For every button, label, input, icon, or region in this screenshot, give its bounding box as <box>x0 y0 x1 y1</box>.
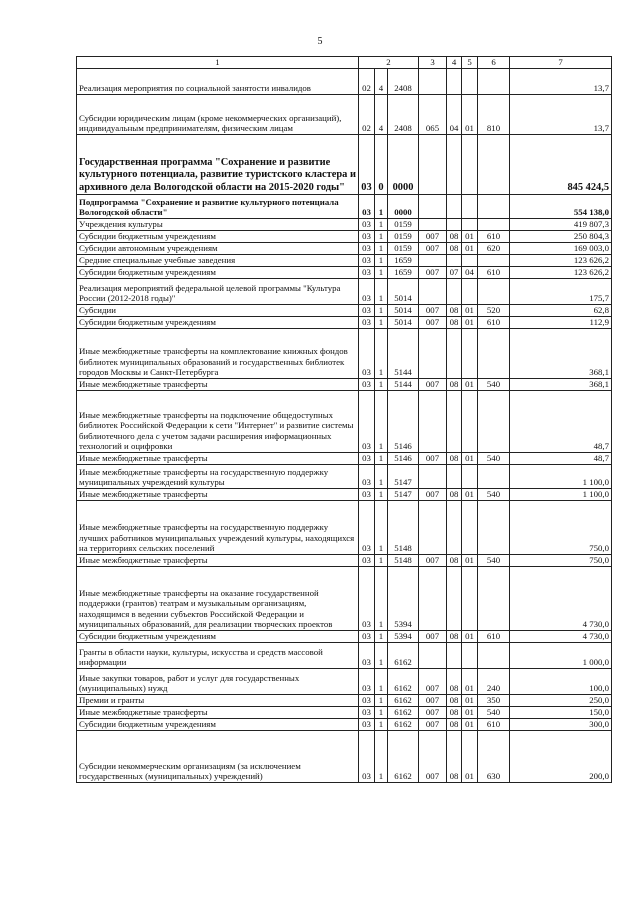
row-expense-type-code: 630 <box>478 731 510 783</box>
row-name: Иные межбюджетные трансферты на подключение общедоступных библиотек Российской Федерации к сети "Интернет" и развитие системы библиотечного дела с учетом задачи расширения информационных технологий и оцифровки <box>77 391 359 453</box>
row-program-code: 03 <box>359 555 375 567</box>
row-amount: 175,7 <box>510 279 612 305</box>
row-target-code: 6162 <box>388 669 419 695</box>
header-col-6: 6 <box>478 57 510 69</box>
table-row <box>77 231 612 243</box>
row-section-code: 08 <box>447 231 462 243</box>
row-ministry-code <box>419 195 447 219</box>
row-program-code: 03 <box>359 669 375 695</box>
table-row <box>77 501 612 555</box>
row-ministry-code <box>419 501 447 555</box>
row-ministry-code <box>419 567 447 631</box>
row-amount: 1 100,0 <box>510 489 612 501</box>
row-section-code: 04 <box>447 95 462 135</box>
row-ministry-code <box>419 69 447 95</box>
row-amount: 1 100,0 <box>510 465 612 489</box>
row-program-code: 03 <box>359 267 375 279</box>
row-ministry-code: 007 <box>419 231 447 243</box>
row-ministry-code: 007 <box>419 555 447 567</box>
row-amount: 250,0 <box>510 695 612 707</box>
row-subsection-code: 01 <box>462 631 478 643</box>
row-amount: 750,0 <box>510 555 612 567</box>
header-col-4: 4 <box>447 57 462 69</box>
row-name: Средние специальные учебные заведения <box>77 255 359 267</box>
row-expense-type-code <box>478 465 510 489</box>
row-target-code: 6162 <box>388 731 419 783</box>
row-ministry-code <box>419 329 447 379</box>
row-target-code: 0000 <box>388 195 419 219</box>
page-number: 5 <box>317 36 323 47</box>
row-program-code: 03 <box>359 489 375 501</box>
row-target-code: 0159 <box>388 243 419 255</box>
row-subsection-code <box>462 501 478 555</box>
row-expense-type-code: 620 <box>478 243 510 255</box>
row-ministry-code: 007 <box>419 379 447 391</box>
row-target-code: 5394 <box>388 567 419 631</box>
row-section-code: 08 <box>447 707 462 719</box>
row-ministry-code <box>419 279 447 305</box>
table-row <box>77 95 612 135</box>
row-subsection-code <box>462 643 478 669</box>
row-subsection-code: 01 <box>462 231 478 243</box>
row-program-code: 03 <box>359 135 375 195</box>
row-subprogram-code: 1 <box>375 719 388 731</box>
row-subprogram-code: 4 <box>375 69 388 95</box>
row-program-code: 02 <box>359 95 375 135</box>
row-amount: 48,7 <box>510 453 612 465</box>
table-row <box>77 317 612 329</box>
row-target-code: 6162 <box>388 719 419 731</box>
row-ministry-code: 007 <box>419 305 447 317</box>
row-section-code <box>447 391 462 453</box>
row-name: Субсидии бюджетным учреждениям <box>77 631 359 643</box>
row-section-code <box>447 643 462 669</box>
row-amount: 62,8 <box>510 305 612 317</box>
budget-table <box>76 56 612 783</box>
row-program-code: 03 <box>359 379 375 391</box>
row-program-code: 03 <box>359 465 375 489</box>
row-section-code: 08 <box>447 379 462 391</box>
row-ministry-code: 007 <box>419 489 447 501</box>
row-expense-type-code <box>478 195 510 219</box>
row-subsection-code: 01 <box>462 379 478 391</box>
row-subprogram-code: 1 <box>375 243 388 255</box>
table-row <box>77 489 612 501</box>
row-section-code: 08 <box>447 731 462 783</box>
table-row <box>77 243 612 255</box>
table-row <box>77 731 612 783</box>
row-program-code: 03 <box>359 631 375 643</box>
row-subsection-code <box>462 329 478 379</box>
row-name: Премии и гранты <box>77 695 359 707</box>
row-section-code <box>447 255 462 267</box>
row-program-code: 03 <box>359 231 375 243</box>
row-target-code: 5014 <box>388 305 419 317</box>
row-program-code: 03 <box>359 305 375 317</box>
row-amount: 150,0 <box>510 707 612 719</box>
table-row <box>77 279 612 305</box>
row-section-code: 08 <box>447 305 462 317</box>
row-section-code: 08 <box>447 243 462 255</box>
row-program-code: 03 <box>359 391 375 453</box>
row-subsection-code: 01 <box>462 669 478 695</box>
row-section-code <box>447 501 462 555</box>
row-subprogram-code: 1 <box>375 317 388 329</box>
row-section-code <box>447 135 462 195</box>
row-amount: 368,1 <box>510 329 612 379</box>
row-subsection-code <box>462 135 478 195</box>
row-subsection-code <box>462 255 478 267</box>
row-subsection-code: 01 <box>462 695 478 707</box>
row-section-code: 08 <box>447 453 462 465</box>
row-program-code: 03 <box>359 719 375 731</box>
row-name: Иные межбюджетные трансферты на оказание государственной поддержки (грантов) театрам и музыкальным организациям, находящимся в ведении субъектов Российской Федерации и муниципальных образований, для реализации творческих проектов <box>77 567 359 631</box>
row-amount: 368,1 <box>510 379 612 391</box>
row-expense-type-code: 610 <box>478 317 510 329</box>
row-name: Иные межбюджетные трансферты <box>77 555 359 567</box>
row-subsection-code: 01 <box>462 719 478 731</box>
row-expense-type-code <box>478 69 510 95</box>
row-subsection-code: 01 <box>462 731 478 783</box>
row-program-code: 03 <box>359 731 375 783</box>
row-name: Субсидии <box>77 305 359 317</box>
row-section-code <box>447 329 462 379</box>
row-amount: 169 003,0 <box>510 243 612 255</box>
row-ministry-code: 007 <box>419 695 447 707</box>
row-amount: 554 138,0 <box>510 195 612 219</box>
table-row <box>77 719 612 731</box>
row-subprogram-code: 1 <box>375 305 388 317</box>
row-subsection-code <box>462 279 478 305</box>
row-program-code: 03 <box>359 329 375 379</box>
row-target-code: 6162 <box>388 643 419 669</box>
row-name: Субсидии бюджетным учреждениям <box>77 719 359 731</box>
header-row <box>77 57 612 69</box>
row-subsection-code: 01 <box>462 453 478 465</box>
row-program-code: 03 <box>359 243 375 255</box>
row-name: Субсидии бюджетным учреждениям <box>77 231 359 243</box>
row-target-code: 0159 <box>388 219 419 231</box>
row-subprogram-code: 1 <box>375 555 388 567</box>
row-subprogram-code: 1 <box>375 631 388 643</box>
row-amount: 100,0 <box>510 669 612 695</box>
row-amount: 1 000,0 <box>510 643 612 669</box>
row-ministry-code: 007 <box>419 669 447 695</box>
header-col-7: 7 <box>510 57 612 69</box>
table-row <box>77 453 612 465</box>
row-expense-type-code: 810 <box>478 95 510 135</box>
row-target-code: 5147 <box>388 489 419 501</box>
row-name: Иные межбюджетные трансферты <box>77 707 359 719</box>
row-amount: 750,0 <box>510 501 612 555</box>
row-subprogram-code: 1 <box>375 219 388 231</box>
row-ministry-code <box>419 643 447 669</box>
row-subsection-code <box>462 69 478 95</box>
row-program-code: 03 <box>359 707 375 719</box>
row-amount: 300,0 <box>510 719 612 731</box>
row-name: Иные межбюджетные трансферты <box>77 489 359 501</box>
row-section-code: 08 <box>447 489 462 501</box>
row-expense-type-code: 610 <box>478 719 510 731</box>
row-name: Субсидии бюджетным учреждениям <box>77 317 359 329</box>
row-amount: 123 626,2 <box>510 267 612 279</box>
row-section-code <box>447 195 462 219</box>
row-ministry-code <box>419 465 447 489</box>
row-name: Учреждения культуры <box>77 219 359 231</box>
row-amount: 4 730,0 <box>510 567 612 631</box>
row-amount: 13,7 <box>510 95 612 135</box>
row-subprogram-code: 4 <box>375 95 388 135</box>
row-name: Иные межбюджетные трансферты <box>77 453 359 465</box>
row-subsection-code: 01 <box>462 489 478 501</box>
row-amount: 200,0 <box>510 731 612 783</box>
row-ministry-code: 007 <box>419 719 447 731</box>
row-subsection-code: 01 <box>462 243 478 255</box>
row-section-code: 08 <box>447 555 462 567</box>
table-row <box>77 567 612 631</box>
row-program-code: 03 <box>359 453 375 465</box>
row-section-code: 08 <box>447 695 462 707</box>
row-expense-type-code <box>478 391 510 453</box>
row-target-code: 1659 <box>388 267 419 279</box>
row-amount: 250 804,3 <box>510 231 612 243</box>
row-subprogram-code: 1 <box>375 453 388 465</box>
table-row <box>77 267 612 279</box>
row-program-code: 03 <box>359 567 375 631</box>
row-name: Подпрограмма "Сохранение и развитие культурного потенциала Вологодской области" <box>77 195 359 219</box>
row-name: Гранты в области науки, культуры, искусства и средств массовой информации <box>77 643 359 669</box>
row-target-code: 5147 <box>388 465 419 489</box>
row-subprogram-code: 1 <box>375 379 388 391</box>
row-program-code: 03 <box>359 195 375 219</box>
row-name: Государственная программа "Сохранение и развитие культурного потенциала, развитие туристского кластера и архивного дела Вологодской области на 2015-2020 годы" <box>77 135 359 195</box>
row-expense-type-code: 610 <box>478 267 510 279</box>
table-row <box>77 391 612 453</box>
row-amount: 419 807,3 <box>510 219 612 231</box>
row-subprogram-code: 1 <box>375 391 388 453</box>
row-name: Иные межбюджетные трансферты на государственную поддержку муниципальных учреждений культуры <box>77 465 359 489</box>
row-expense-type-code <box>478 643 510 669</box>
row-target-code: 5014 <box>388 317 419 329</box>
row-subsection-code: 01 <box>462 305 478 317</box>
row-expense-type-code: 540 <box>478 707 510 719</box>
row-subsection-code: 04 <box>462 267 478 279</box>
table-row <box>77 195 612 219</box>
row-expense-type-code <box>478 501 510 555</box>
row-subprogram-code: 1 <box>375 255 388 267</box>
row-subprogram-code: 1 <box>375 267 388 279</box>
row-target-code: 5394 <box>388 631 419 643</box>
row-amount: 123 626,2 <box>510 255 612 267</box>
row-target-code: 1659 <box>388 255 419 267</box>
row-program-code: 02 <box>359 69 375 95</box>
row-ministry-code: 007 <box>419 731 447 783</box>
row-program-code: 03 <box>359 279 375 305</box>
header-col-5: 5 <box>462 57 478 69</box>
row-program-code: 03 <box>359 501 375 555</box>
table-row <box>77 379 612 391</box>
row-program-code: 03 <box>359 317 375 329</box>
row-target-code: 2408 <box>388 95 419 135</box>
row-target-code: 6162 <box>388 695 419 707</box>
table-row <box>77 695 612 707</box>
table-row <box>77 329 612 379</box>
row-ministry-code: 007 <box>419 631 447 643</box>
row-section-code: 08 <box>447 669 462 695</box>
row-amount: 4 730,0 <box>510 631 612 643</box>
row-expense-type-code <box>478 279 510 305</box>
row-subsection-code: 01 <box>462 317 478 329</box>
row-ministry-code <box>419 135 447 195</box>
row-section-code <box>447 465 462 489</box>
row-subprogram-code: 0 <box>375 135 388 195</box>
table-row <box>77 135 612 195</box>
row-subprogram-code: 1 <box>375 669 388 695</box>
row-subprogram-code: 1 <box>375 501 388 555</box>
row-amount: 13,7 <box>510 69 612 95</box>
row-ministry-code <box>419 391 447 453</box>
row-expense-type-code: 540 <box>478 379 510 391</box>
row-target-code: 6162 <box>388 707 419 719</box>
row-subsection-code <box>462 567 478 631</box>
row-name: Субсидии автономным учреждениям <box>77 243 359 255</box>
row-amount: 845 424,5 <box>510 135 612 195</box>
row-ministry-code <box>419 255 447 267</box>
table-row <box>77 555 612 567</box>
row-ministry-code: 065 <box>419 95 447 135</box>
table-row <box>77 707 612 719</box>
row-program-code: 03 <box>359 643 375 669</box>
row-section-code: 07 <box>447 267 462 279</box>
row-section-code: 08 <box>447 719 462 731</box>
row-subsection-code <box>462 219 478 231</box>
row-expense-type-code: 540 <box>478 453 510 465</box>
row-program-code: 03 <box>359 255 375 267</box>
row-ministry-code <box>419 219 447 231</box>
header-col-2: 2 <box>359 57 419 69</box>
row-expense-type-code <box>478 255 510 267</box>
row-section-code <box>447 219 462 231</box>
row-expense-type-code <box>478 329 510 379</box>
table-row <box>77 669 612 695</box>
table-row <box>77 69 612 95</box>
row-name: Субсидии юридическим лицам (кроме некоммерческих организаций), индивидуальным предпринимателям, физическим лицам <box>77 95 359 135</box>
table-row <box>77 631 612 643</box>
row-expense-type-code: 520 <box>478 305 510 317</box>
row-expense-type-code: 540 <box>478 489 510 501</box>
row-expense-type-code: 240 <box>478 669 510 695</box>
row-expense-type-code: 540 <box>478 555 510 567</box>
row-subsection-code <box>462 391 478 453</box>
row-expense-type-code <box>478 135 510 195</box>
row-target-code: 5144 <box>388 329 419 379</box>
table-row <box>77 305 612 317</box>
row-name: Иные межбюджетные трансферты <box>77 379 359 391</box>
row-section-code: 08 <box>447 631 462 643</box>
row-target-code: 2408 <box>388 69 419 95</box>
table-row <box>77 255 612 267</box>
row-subprogram-code: 1 <box>375 643 388 669</box>
row-target-code: 0000 <box>388 135 419 195</box>
row-target-code: 0159 <box>388 231 419 243</box>
row-ministry-code: 007 <box>419 453 447 465</box>
row-name: Субсидии бюджетным учреждениям <box>77 267 359 279</box>
row-subprogram-code: 1 <box>375 731 388 783</box>
row-name: Реализация мероприятий федеральной целевой программы "Культура России (2012-2018 годы)" <box>77 279 359 305</box>
row-subprogram-code: 1 <box>375 329 388 379</box>
row-amount: 112,9 <box>510 317 612 329</box>
row-subprogram-code: 1 <box>375 231 388 243</box>
row-expense-type-code <box>478 567 510 631</box>
row-ministry-code: 007 <box>419 243 447 255</box>
row-target-code: 5146 <box>388 453 419 465</box>
row-section-code: 08 <box>447 317 462 329</box>
row-subsection-code <box>462 465 478 489</box>
row-name: Субсидии некоммерческим организациям (за исключением государственных (муниципальных) учреждений) <box>77 731 359 783</box>
row-subprogram-code: 1 <box>375 195 388 219</box>
row-ministry-code: 007 <box>419 707 447 719</box>
row-section-code <box>447 567 462 631</box>
row-ministry-code: 007 <box>419 267 447 279</box>
row-amount: 48,7 <box>510 391 612 453</box>
row-section-code <box>447 69 462 95</box>
row-program-code: 03 <box>359 219 375 231</box>
row-section-code <box>447 279 462 305</box>
row-subprogram-code: 1 <box>375 489 388 501</box>
row-expense-type-code: 610 <box>478 231 510 243</box>
row-subprogram-code: 1 <box>375 567 388 631</box>
row-program-code: 03 <box>359 695 375 707</box>
row-expense-type-code: 350 <box>478 695 510 707</box>
row-ministry-code: 007 <box>419 317 447 329</box>
row-expense-type-code <box>478 219 510 231</box>
table-row <box>77 465 612 489</box>
row-target-code: 5146 <box>388 391 419 453</box>
header-col-3: 3 <box>419 57 447 69</box>
table-row <box>77 643 612 669</box>
row-expense-type-code: 610 <box>478 631 510 643</box>
row-target-code: 5144 <box>388 379 419 391</box>
row-subprogram-code: 1 <box>375 695 388 707</box>
row-name: Иные межбюджетные трансферты на комплектование книжных фондов библиотек муниципальных образований и государственных библиотек городов Москвы и Санкт-Петербурга <box>77 329 359 379</box>
row-subsection-code <box>462 195 478 219</box>
row-subsection-code: 01 <box>462 707 478 719</box>
row-subprogram-code: 1 <box>375 707 388 719</box>
header-col-1: 1 <box>77 57 359 69</box>
row-name: Реализация мероприятия по социальной занятости инвалидов <box>77 69 359 95</box>
row-name: Иные закупки товаров, работ и услуг для государственных (муниципальных) нужд <box>77 669 359 695</box>
row-subprogram-code: 1 <box>375 279 388 305</box>
row-target-code: 5148 <box>388 501 419 555</box>
row-target-code: 5014 <box>388 279 419 305</box>
row-name: Иные межбюджетные трансферты на государственную поддержку лучших работников муниципальных учреждений культуры, находящихся на территориях сельских поселений <box>77 501 359 555</box>
row-subprogram-code: 1 <box>375 465 388 489</box>
row-subsection-code: 01 <box>462 555 478 567</box>
table-row <box>77 219 612 231</box>
row-subsection-code: 01 <box>462 95 478 135</box>
row-target-code: 5148 <box>388 555 419 567</box>
